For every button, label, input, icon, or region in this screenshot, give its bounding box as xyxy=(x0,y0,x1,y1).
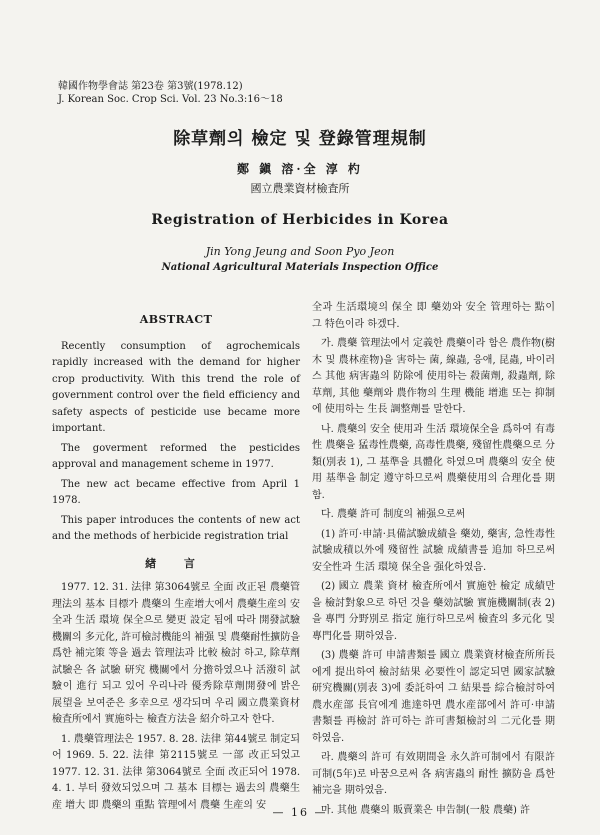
body-paragraph: 全과 生活環境의 保全 即 藥効와 安全 管理하는 點이 그 特色이라 하겠다. xyxy=(312,302,555,330)
abstract-paragraph: The goverment reformed the pesticides approval and management scheme in 1977. xyxy=(52,442,300,470)
abstract-paragraph: Recently consumption of agrochemicals rapidly increased with the demand for higher crop productivity. With this trend the role of government control over the field efficiency and safety aspects of pesticide use became more important. xyxy=(52,340,300,434)
abstract-heading: ABSTRACT xyxy=(139,313,213,326)
body-paragraph: 다. 農藥 許可 制度의 補强으로써 xyxy=(321,509,466,520)
page-number: — 16 — xyxy=(272,806,328,819)
institution-korean: 國立農業資材檢査所 xyxy=(250,182,350,195)
body-paragraph: 라. 農藥의 許可 有效期間을 永久許可制에서 有限許可制(5年)로 바꿈으로써 各 病害蟲의 耐性 擴防을 爲한 補完을 期하였음. xyxy=(312,752,555,796)
journal-citation xyxy=(58,80,283,106)
left-column xyxy=(52,300,300,817)
body-paragraph: 가. 農藥 管理法에서 定義한 農藥이라 함은 農作物(樹木 및 農林産物)을 害하는 菌, 線蟲, 응애, 昆蟲, 바이러스 其他 病害蟲의 防除에 使用하는 殺菌劑, 殺蟲劑, 除草劑, 其他 藥劑와 農作物의 生理 機能 增進 또는 抑制에 使用하는 生長 調整劑를 말한다. xyxy=(312,338,555,415)
title-english: Registration of Herbicides in Korea xyxy=(151,212,449,228)
abstract-paragraph: This paper introduces the contents of new act and the methods of herbicide registration trial xyxy=(52,514,300,542)
institution-english: National Agricultural Materials Inspection Office xyxy=(161,262,439,273)
title-korean: 除草劑의 檢定 및 登錄管理規制 xyxy=(173,129,427,149)
intro-paragraph: 1. 農藥管理法은 1957. 8. 28. 法律 第44號로 制定되어 1969. 5. 22. 法律 第2115號로 一部 改正되었고 1977. 12. 31. 法律 第3064號로 全面 改正되어 1978. 4. 1. 부터 發效되었으며 그 基本 目標는 過去의 農藥生産 增大 即 農藥의 重點 管理에서 農藥 生産의 安 xyxy=(52,733,300,811)
body-paragraph: (3) 農藥 許可 申請書類를 國立 農業資材檢査所所長에게 提出하여 檢討結果 必要性이 認定되면 國家試驗研究機關(別表 3)에 委託하여 그 結果를 綜合檢討하여 農水産部 長官에게 進達하면 農水産部에서 許可·申請書類를 再檢討 許可하는 許可書類檢討의 二元化를 期하였음. xyxy=(312,650,555,744)
body-paragraph: (2) 國立 農業 資材 檢査所에서 實施한 檢定 成績만을 檢討對象으로 하던 것을 藥効試驗 實施機關制(表 2)을 專門 分野別로 指定 施行하므로써 檢査의 多元化 및 專門化를 期하였음. xyxy=(312,581,555,642)
intro-heading: 緖 言 xyxy=(145,556,207,570)
authors-english: Jin Yong Jeung and Soon Pyo Jeon xyxy=(205,245,395,258)
right-column xyxy=(312,300,555,822)
body-paragraph: 마. 其他 農藥의 販賣業은 申告制(一般 農藥) 許 xyxy=(321,804,531,816)
body-paragraph: (1) 許可·申請·具備試驗成績을 藥効, 藥害, 急性毒性 試驗成積以外에 殘留性 試驗 成績書를 追加 하므로써 安全性과 生活 環境 保全을 强化하였음. xyxy=(312,528,555,573)
journal-line-ko: 韓國作物學會誌 第23卷 第3號(1978.12) xyxy=(58,81,243,92)
journal-line-en: J. Korean Soc. Crop Sci. Vol. 23 No.3:16～18 xyxy=(58,94,283,105)
intro-paragraph: 1977. 12. 31. 法律 第3064號로 全面 改正된 農藥管理法의 基本 目標가 農藥의 生産增大에서 農藥生産의 安全과 生活 環境 保全으로 變更 設定 됨에 따라 開發試驗機關의 多元化, 許可檢討機能의 補强 및 農藥耐性擴防을 爲한 補完策 等을 過去 管理法과 比較 檢討 하고, 除草劑 試驗은 各 試驗 研究 機關에서 分擔하였으나 活潑히 試驗이 進行 되고 있어 우리나라 優秀除草劑開發에 밝은 展望을 보여준은 多幸으로 생각되며 우리 國立農業資材檢査所에서 實施하는 檢査方法을 紹介하고자 한다. xyxy=(52,582,300,725)
body-paragraph: 나. 農藥의 安全 使用과 生活 環境保全을 爲하여 有毒性 農藥을 猛毒性農藥, 高毒性農藥, 殘留性農藥으로 分類(別表 1), 그 基準을 具體化 하였으며 農藥의 安全 使用 基準을 制定 遵守하므로써 農藥使用의 合理化를 期함. xyxy=(312,423,555,501)
authors-korean: 鄭 鎭 溶·全 淳 杓 xyxy=(237,162,363,176)
abstract-paragraph: The new act became effective from April 1 1978. xyxy=(52,478,300,506)
